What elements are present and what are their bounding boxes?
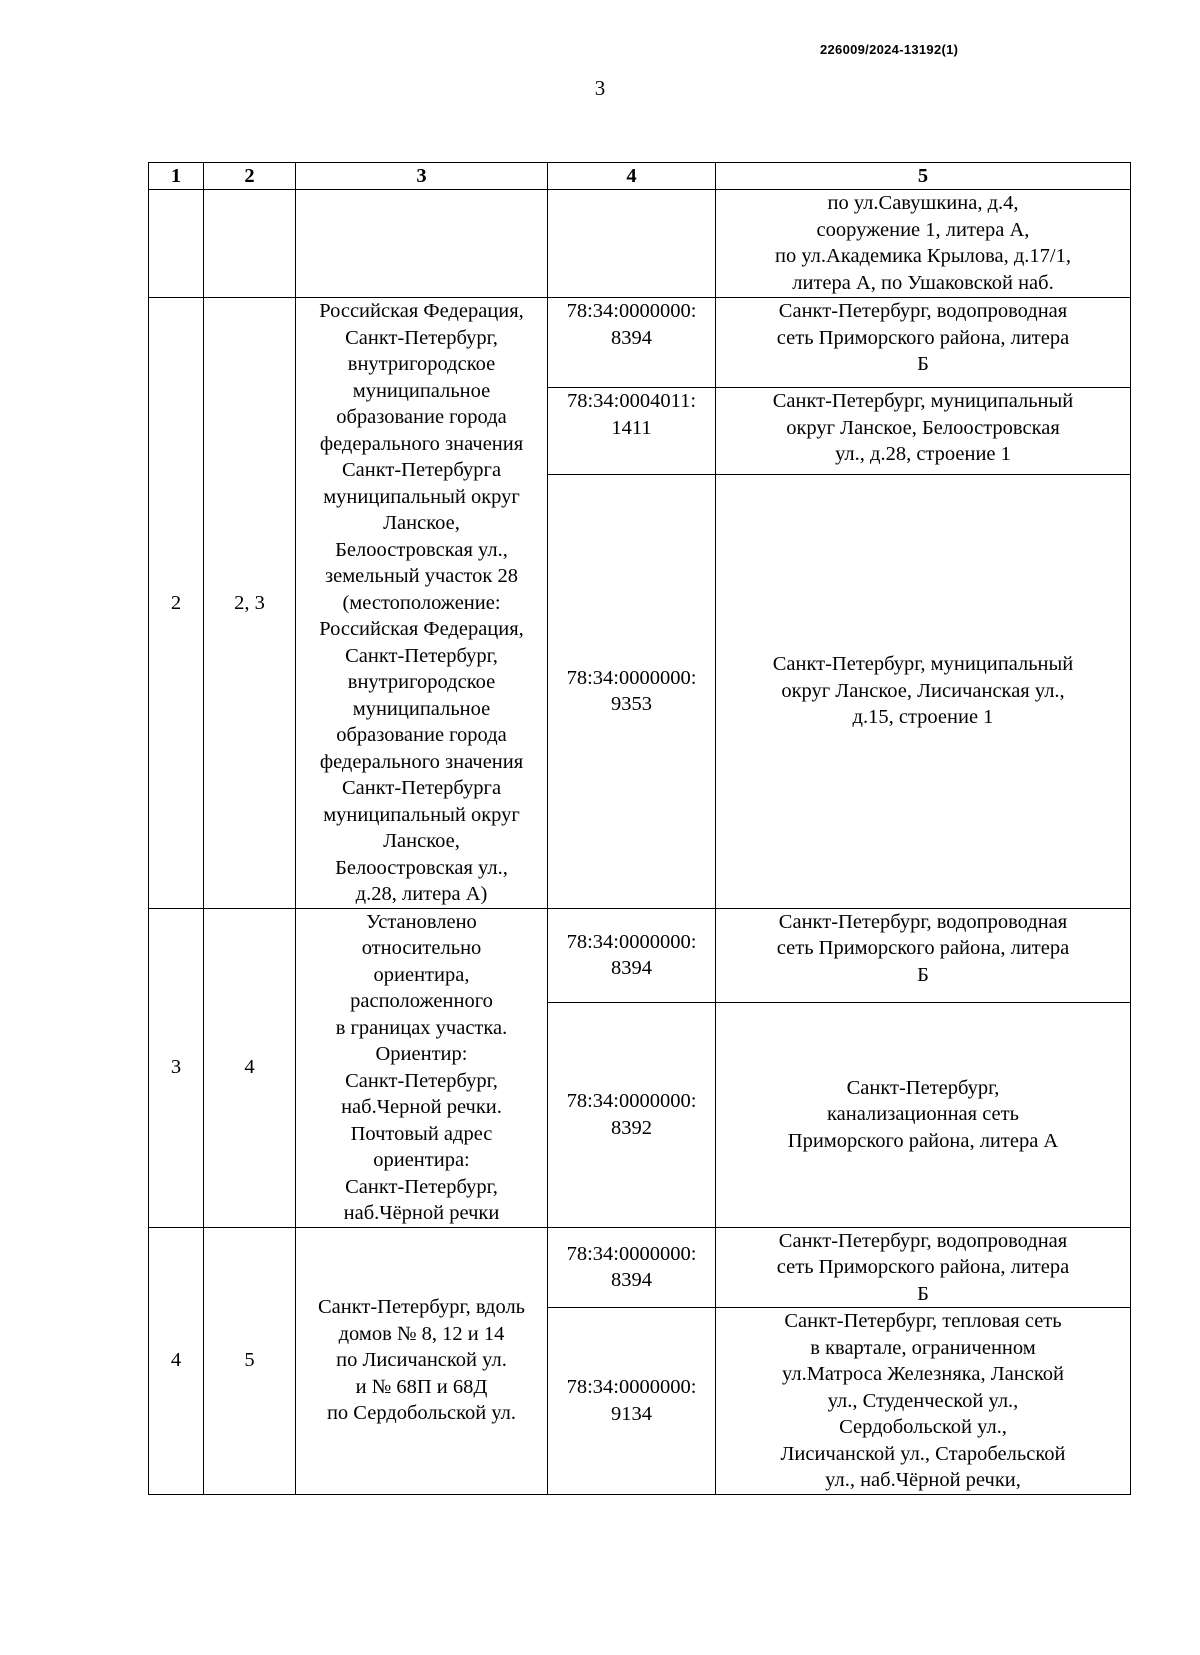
cell-address: Санкт-Петербург, тепловая сеть в квартале, ограниченном ул.Матроса Железняка, Ланской ул., Студенческой ул., Сердобольской ул., Лисичанской ул., Старобельской ул., наб.Чёрной речки,: [716, 1308, 1131, 1495]
cell-address: Санкт-Петербург, муниципальный округ Ланское, Лисичанская ул., д.15, строение 1: [716, 474, 1131, 908]
header-col-2: 2: [204, 163, 296, 190]
cell-cadastral-number: 78:34:0000000: 8392: [548, 1002, 716, 1227]
cell-cadastral-number: 78:34:0000000: 8394: [548, 298, 716, 388]
cell-col-2: [204, 190, 296, 298]
cell-location: Установлено относительно ориентира, расположенного в границах участка. Ориентир: Санкт-Петербург, наб.Черной речки. Почтовый адрес ориентира: Санкт-Петербург, наб.Чёрной речки: [296, 908, 548, 1227]
cell-cadastral-number: 78:34:0004011: 1411: [548, 388, 716, 474]
cell-col-3: [296, 190, 548, 298]
cell-section-number: 2, 3: [204, 298, 296, 909]
table-header-row: [149, 163, 1131, 190]
cell-section-number: 4: [204, 908, 296, 1227]
cell-section-number: 5: [204, 1227, 296, 1494]
cell-address: Санкт-Петербург, водопроводная сеть Приморского района, литера Б: [716, 298, 1131, 388]
header-col-4: 4: [548, 163, 716, 190]
cell-address: Санкт-Петербург, водопроводная сеть Приморского района, литера Б: [716, 908, 1131, 1002]
cell-address: по ул.Савушкина, д.4, сооружение 1, литера А, по ул.Академика Крылова, д.17/1, литера А, по Ушаковской наб.: [716, 190, 1131, 298]
cell-address: Санкт-Петербург, муниципальный округ Ланское, Белоостровская ул., д.28, строение 1: [716, 388, 1131, 474]
header-col-3: 3: [296, 163, 548, 190]
document-number: 226009/2024-13192(1): [820, 42, 959, 57]
cell-cadastral-number: 78:34:0000000: 9353: [548, 474, 716, 908]
data-table: [148, 162, 1131, 1495]
table-row: [149, 1227, 1131, 1308]
table-row: [149, 298, 1131, 388]
cell-cadastral-number: 78:34:0000000: 8394: [548, 1227, 716, 1308]
cell-row-number: 2: [149, 298, 204, 909]
cell-col-1: [149, 190, 204, 298]
header-col-5: 5: [716, 163, 1131, 190]
cell-row-number: 4: [149, 1227, 204, 1494]
cell-cadastral-number: 78:34:0000000: 8394: [548, 908, 716, 1002]
cell-col-4: [548, 190, 716, 298]
cell-row-number: 3: [149, 908, 204, 1227]
table-row: [149, 908, 1131, 1002]
page-number: 3: [594, 76, 606, 100]
table-row: [149, 190, 1131, 298]
cell-address: Санкт-Петербург, канализационная сеть Приморского района, литера А: [716, 1002, 1131, 1227]
cell-cadastral-number: 78:34:0000000: 9134: [548, 1308, 716, 1495]
cell-location: Санкт-Петербург, вдоль домов № 8, 12 и 14 по Лисичанской ул. и № 68П и 68Д по Сердобольской ул.: [296, 1227, 548, 1494]
cell-address: Санкт-Петербург, водопроводная сеть Приморского района, литера Б: [716, 1227, 1131, 1308]
header-col-1: 1: [149, 163, 204, 190]
cell-location: Российская Федерация, Санкт-Петербург, внутригородское муниципальное образование города федерального значения Санкт-Петербурга муниципальный округ Ланское, Белоостровская ул., земельный участок 28 (местоположение: Российская Федерация, Санкт-Петербург, внутригородское муниципальное образование города федерального значения Санкт-Петербурга муниципальный округ Ланское, Белоостровская ул., д.28, литера А): [296, 298, 548, 909]
